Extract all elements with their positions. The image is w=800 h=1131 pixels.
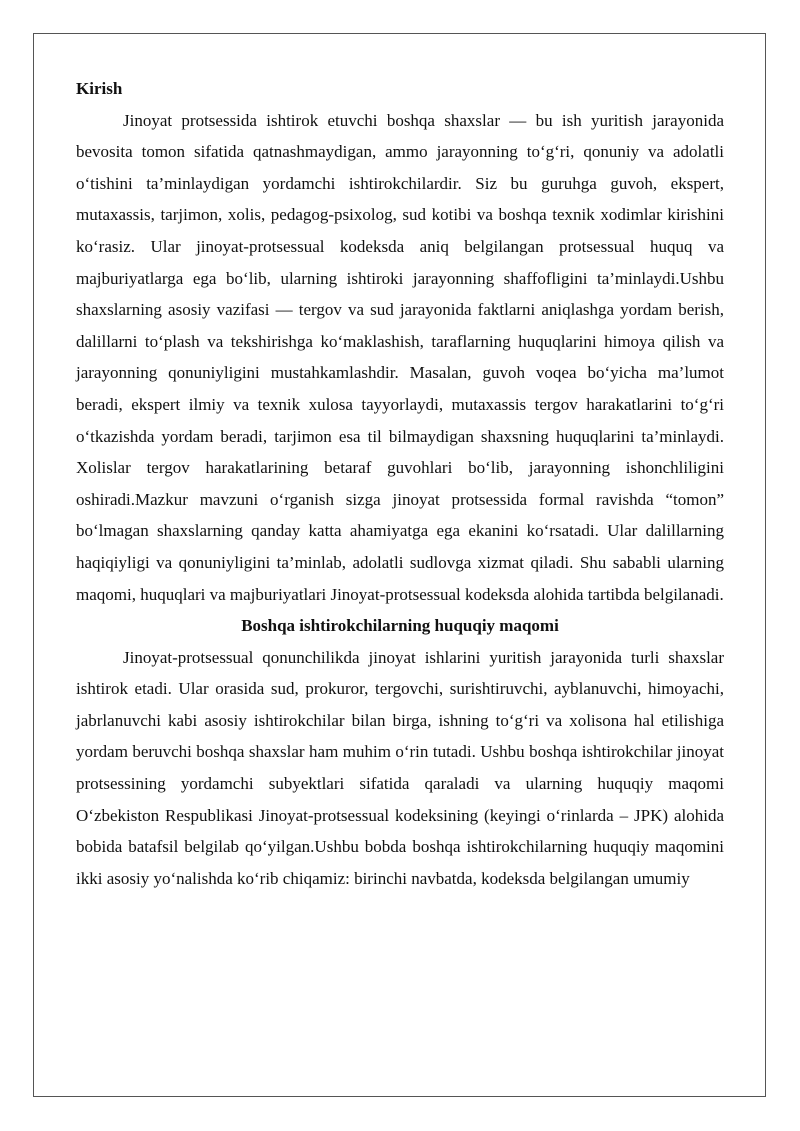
intro-paragraph: Jinoyat protsessida ishtirok etuvchi boshqa shaxslar — bu ish yuritish jarayonida bevosita tomon sifatida qatnashmaydigan, ammo jarayonning to‘g‘ri, qonuniy va adolatli o‘tishini ta’minlaydigan yordamchi ishtirokchilardir. Siz bu guruhga guvoh, ekspert, mutaxassis, tarjimon, xolis, pedagog-psixolog, sud kotibi va boshqa texnik xodimlar kirishini ko‘rasiz. Ular jinoyat-protsessual kodeksda aniq belgilangan protsessual huquq va majburiyatlarga ega bo‘lib, ularning ishtiroki jarayonning shaffofligini ta’minlaydi.Ushbu shaxslarning asosiy vazifasi — tergov va sud jarayonida faktlarni aniqlashga yordam berish, dalillarni to‘plash va tekshirishga ko‘maklashish, taraflarning huquqlarini himoya qilish va jarayonning qonuniyligini mustahkamlashdir. Masalan, guvoh voqea bo‘yicha ma’lumot beradi, ekspert ilmiy va texnik xulosa tayyorlaydi, mutaxassis tergov harakatlarini to‘g‘ri o‘tkazishda yordam beradi, tarjimon esa til bilmaydigan shaxsning huquqlarini ta’minlaydi. Xolislar tergov harakatlarining betaraf guvohlari bo‘lib, jarayonning ishonchliligini oshiradi.Mazkur mavzuni o‘rganish sizga jinoyat protsessida formal ravishda “tomon” bo‘lmagan shaxslarning qanday katta ahamiyatga ega ekanini ko‘rsatadi. Ular dalillarning haqiqiyligi va qonuniyligini ta’minlab, adolatli sudlovga xizmat qiladi. Shu sababli ularning maqomi, huquqlari va majburiyatlari Jinoyat-protsessual kodeksda alohida tartibda belgilanadi. bbox=[76, 110, 724, 604]
section-paragraph: Jinoyat-protsessual qonunchilikda jinoyat ishlarini yuritish jarayonida turli shaxslar ishtirok etadi. Ular orasida sud, prokuror, tergovchi, surishtiruvchi, ayblanuvchi, himoyachi, jabrlanuvchi kabi asosiy ishtirokchilar bilan birga, ishning to‘g‘ri va xolisona hal etilishiga yordam beruvchi boshqa shaxslar ham muhim o‘rin tutadi. Ushbu boshqa ishtirokchilar jinoyat protsessining yordamchi subyektlari sifatida qaraladi va ularning huquqiy maqomi O‘zbekiston Respublikasi Jinoyat-protsessual kodeksining (keyingi o‘rinlarda – JPK) alohida bobida batafsil belgilab qo‘yilgan.Ushbu bobda boshqa ishtirokchilarning huquqiy maqomini ikki asosiy yo‘nalishda ko‘rib chiqamiz: birinchi navbatda, kodeksda belgilangan umumiy bbox=[76, 647, 724, 888]
intro-heading: Kirish bbox=[76, 79, 123, 98]
document-body bbox=[76, 73, 724, 894]
section-heading: Boshqa ishtirokchilarning huquqiy maqomi bbox=[241, 616, 559, 636]
